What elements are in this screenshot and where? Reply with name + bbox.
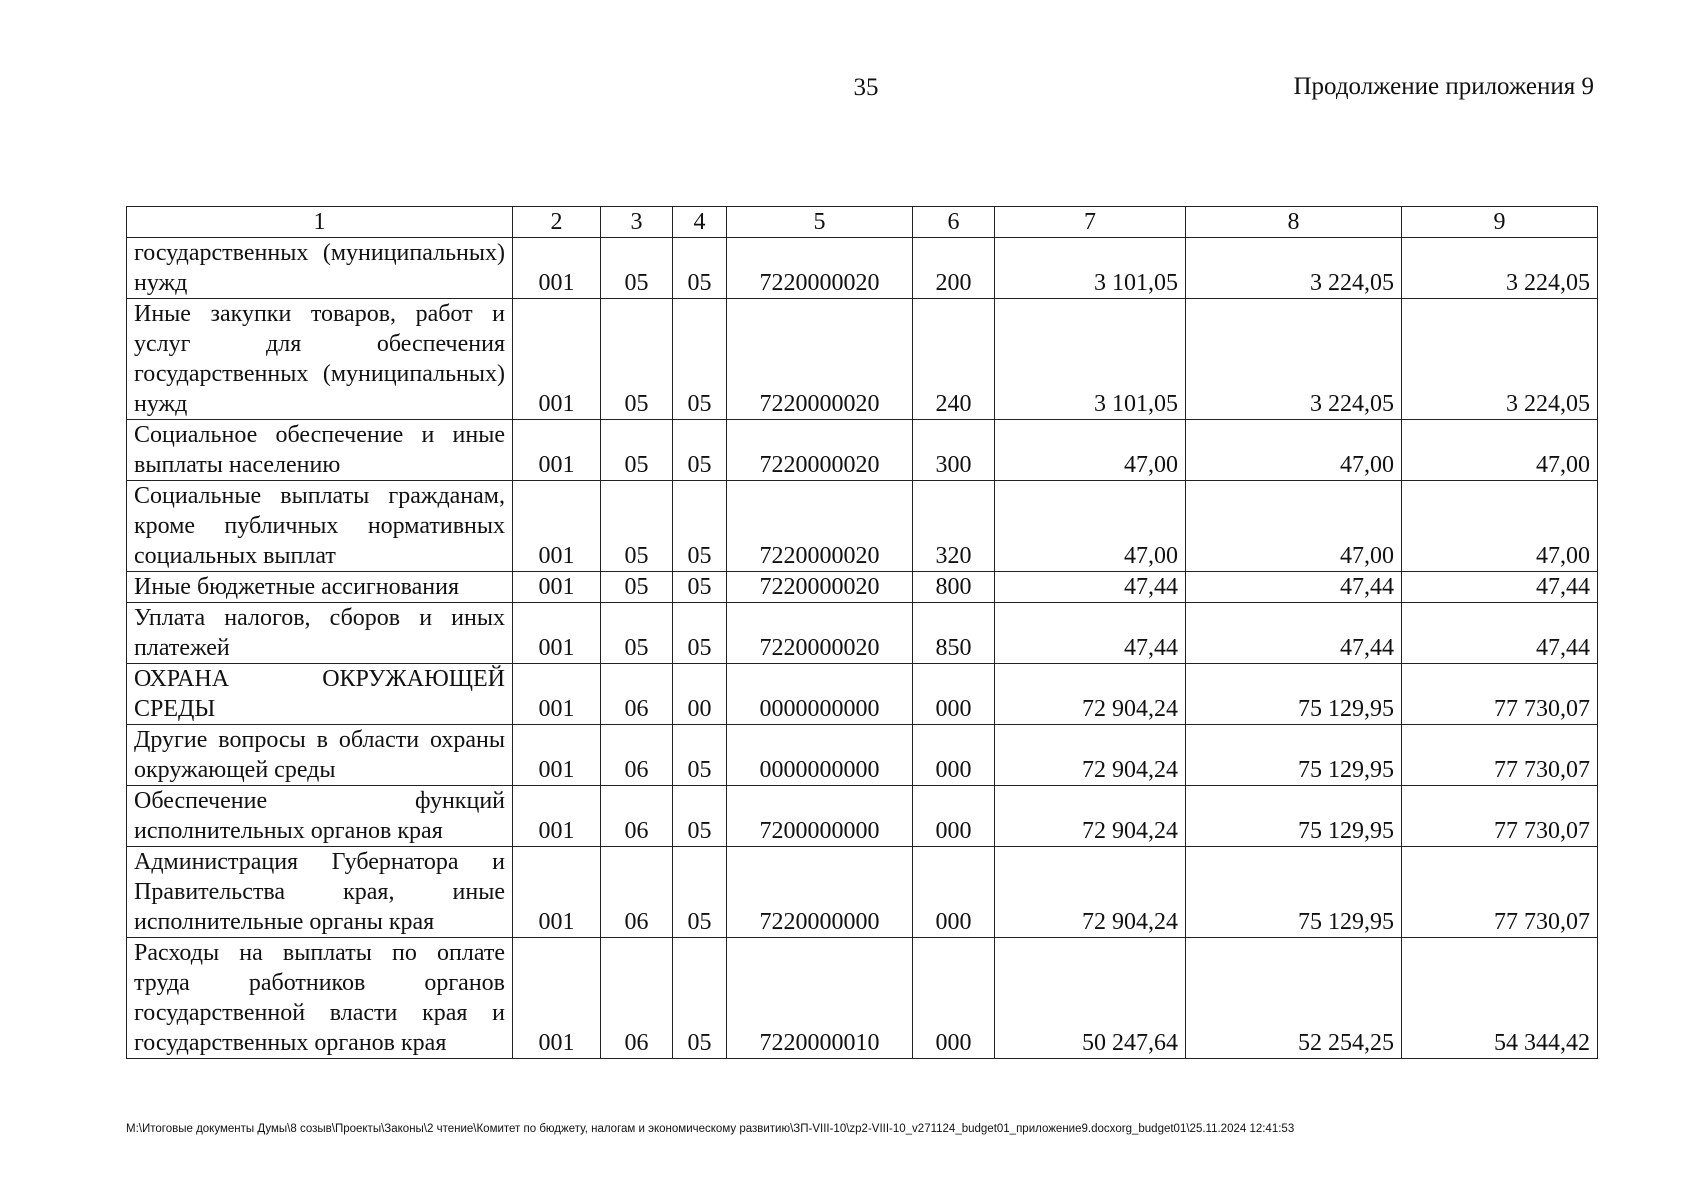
- table-cell: 05: [673, 299, 727, 420]
- table-cell: 47,00: [1186, 481, 1402, 572]
- table-cell: 47,00: [1186, 420, 1402, 481]
- table-cell: 05: [673, 572, 727, 603]
- page-number: 35: [853, 74, 879, 101]
- table-cell: 001: [513, 481, 601, 572]
- table-cell: 75 129,95: [1186, 786, 1402, 847]
- table-cell: 000: [913, 664, 995, 725]
- table-cell: 7220000020: [727, 481, 913, 572]
- footer-file-path: M:\Итоговые документы Думы\8 созыв\Проекты\Законы\2 чтение\Комитет по бюджету, налогам и экономическому развитию\ЗП-VIII-10\zp2-VIII-10_v271124_budget01_приложение9.docxorg_budget01\25.11.2024 12:41:53: [126, 1123, 1295, 1135]
- table-cell: 77 730,07: [1402, 786, 1598, 847]
- table-cell: 001: [513, 938, 601, 1059]
- table-cell: 300: [913, 420, 995, 481]
- table-cell: 05: [673, 603, 727, 664]
- budget-table: [126, 206, 1598, 1059]
- table-cell: 47,44: [995, 572, 1186, 603]
- column-header: 4: [673, 207, 727, 238]
- table-row: [127, 725, 1598, 786]
- table-cell: 001: [513, 238, 601, 299]
- table-cell: 001: [513, 603, 601, 664]
- table-cell: 320: [913, 481, 995, 572]
- table-cell: 06: [601, 786, 673, 847]
- table-cell: 05: [673, 786, 727, 847]
- table-cell: 54 344,42: [1402, 938, 1598, 1059]
- column-header: 8: [1186, 207, 1402, 238]
- table-cell: 05: [601, 572, 673, 603]
- table-cell: 05: [673, 420, 727, 481]
- table-cell: 06: [601, 938, 673, 1059]
- table-cell: 77 730,07: [1402, 664, 1598, 725]
- table-cell: 000: [913, 847, 995, 938]
- table-cell: 75 129,95: [1186, 664, 1402, 725]
- table-cell: 000: [913, 725, 995, 786]
- table-cell: 000: [913, 938, 995, 1059]
- column-header: 2: [513, 207, 601, 238]
- row-label-cell: Администрация Губернатора и Правительства края, иные исполнительные органы края: [127, 847, 513, 938]
- table-cell: 7220000020: [727, 603, 913, 664]
- table-cell: 3 224,05: [1186, 299, 1402, 420]
- row-label-cell: ОХРАНА ОКРУЖАЮЩЕЙ СРЕДЫ: [127, 664, 513, 725]
- row-label-cell: Расходы на выплаты по оплате труда работников органов государственной власти края и государственных органов края: [127, 938, 513, 1059]
- table-row: [127, 299, 1598, 420]
- continuation-heading: Продолжение приложения 9: [1293, 73, 1594, 100]
- table-body: [127, 238, 1598, 1059]
- column-header: 7: [995, 207, 1186, 238]
- table-row: [127, 420, 1598, 481]
- table-cell: 200: [913, 238, 995, 299]
- table-cell: 05: [601, 299, 673, 420]
- table-row: [127, 664, 1598, 725]
- table-cell: 47,00: [995, 481, 1186, 572]
- table-cell: 00: [673, 664, 727, 725]
- row-label-cell: Обеспечение функций исполнительных органов края: [127, 786, 513, 847]
- table-cell: 75 129,95: [1186, 847, 1402, 938]
- table-row: [127, 847, 1598, 938]
- table-cell: 05: [673, 481, 727, 572]
- table-cell: 05: [673, 847, 727, 938]
- column-header: 5: [727, 207, 913, 238]
- table-cell: 3 224,05: [1402, 238, 1598, 299]
- table-cell: 001: [513, 847, 601, 938]
- table-cell: 3 224,05: [1186, 238, 1402, 299]
- table-cell: 77 730,07: [1402, 847, 1598, 938]
- table-cell: 7220000000: [727, 847, 913, 938]
- table-row: [127, 786, 1598, 847]
- row-label-cell: Уплата налогов, сборов и иных платежей: [127, 603, 513, 664]
- table-cell: 72 904,24: [995, 725, 1186, 786]
- table-row: [127, 572, 1598, 603]
- table-cell: 47,44: [1186, 603, 1402, 664]
- table-cell: 47,44: [995, 603, 1186, 664]
- table-cell: 72 904,24: [995, 847, 1186, 938]
- column-header: 9: [1402, 207, 1598, 238]
- table-row: [127, 938, 1598, 1059]
- table-row: [127, 238, 1598, 299]
- table-cell: 7220000020: [727, 299, 913, 420]
- table-cell: 47,44: [1186, 572, 1402, 603]
- table-cell: 72 904,24: [995, 664, 1186, 725]
- table-cell: 240: [913, 299, 995, 420]
- table-row: [127, 481, 1598, 572]
- row-label-cell: Другие вопросы в области охраны окружающей среды: [127, 725, 513, 786]
- column-header: 3: [601, 207, 673, 238]
- table-cell: 7220000020: [727, 420, 913, 481]
- table-cell: 05: [673, 725, 727, 786]
- table-cell: 001: [513, 725, 601, 786]
- row-label-cell: Иные бюджетные ассигнования: [127, 572, 513, 603]
- table-cell: 3 101,05: [995, 238, 1186, 299]
- table-cell: 001: [513, 786, 601, 847]
- table-cell: 800: [913, 572, 995, 603]
- table-cell: 05: [673, 938, 727, 1059]
- table-cell: 72 904,24: [995, 786, 1186, 847]
- table-cell: 7220000020: [727, 572, 913, 603]
- header-row: [127, 207, 1598, 238]
- table-cell: 06: [601, 725, 673, 786]
- table-cell: 50 247,64: [995, 938, 1186, 1059]
- table-cell: 52 254,25: [1186, 938, 1402, 1059]
- table-cell: 05: [601, 420, 673, 481]
- table-cell: 06: [601, 664, 673, 725]
- table-cell: 75 129,95: [1186, 725, 1402, 786]
- table-cell: 47,44: [1402, 572, 1598, 603]
- table-cell: 000: [913, 786, 995, 847]
- row-label-cell: Иные закупки товаров, работ и услуг для обеспечения государственных (муниципальных) нужд: [127, 299, 513, 420]
- table-cell: 7220000010: [727, 938, 913, 1059]
- table-cell: 001: [513, 420, 601, 481]
- table-cell: 001: [513, 572, 601, 603]
- row-label-cell: Социальные выплаты гражданам, кроме публичных нормативных социальных выплат: [127, 481, 513, 572]
- table-cell: 850: [913, 603, 995, 664]
- table-cell: 3 101,05: [995, 299, 1186, 420]
- row-label-cell: Социальное обеспечение и иные выплаты населению: [127, 420, 513, 481]
- row-label-cell: государственных (муниципальных) нужд: [127, 238, 513, 299]
- table-cell: 7220000020: [727, 238, 913, 299]
- column-header: 6: [913, 207, 995, 238]
- table-cell: 001: [513, 299, 601, 420]
- table-cell: 05: [601, 481, 673, 572]
- table-cell: 06: [601, 847, 673, 938]
- table-cell: 3 224,05: [1402, 299, 1598, 420]
- table-cell: 0000000000: [727, 725, 913, 786]
- table-cell: 47,00: [1402, 420, 1598, 481]
- table-cell: 05: [601, 238, 673, 299]
- table-cell: 05: [673, 238, 727, 299]
- table-cell: 001: [513, 664, 601, 725]
- table-cell: 7200000000: [727, 786, 913, 847]
- table-cell: 47,44: [1402, 603, 1598, 664]
- table-cell: 05: [601, 603, 673, 664]
- table-row: [127, 603, 1598, 664]
- table-cell: 47,00: [1402, 481, 1598, 572]
- table-cell: 0000000000: [727, 664, 913, 725]
- table-cell: 77 730,07: [1402, 725, 1598, 786]
- column-header: 1: [127, 207, 513, 238]
- table-cell: 47,00: [995, 420, 1186, 481]
